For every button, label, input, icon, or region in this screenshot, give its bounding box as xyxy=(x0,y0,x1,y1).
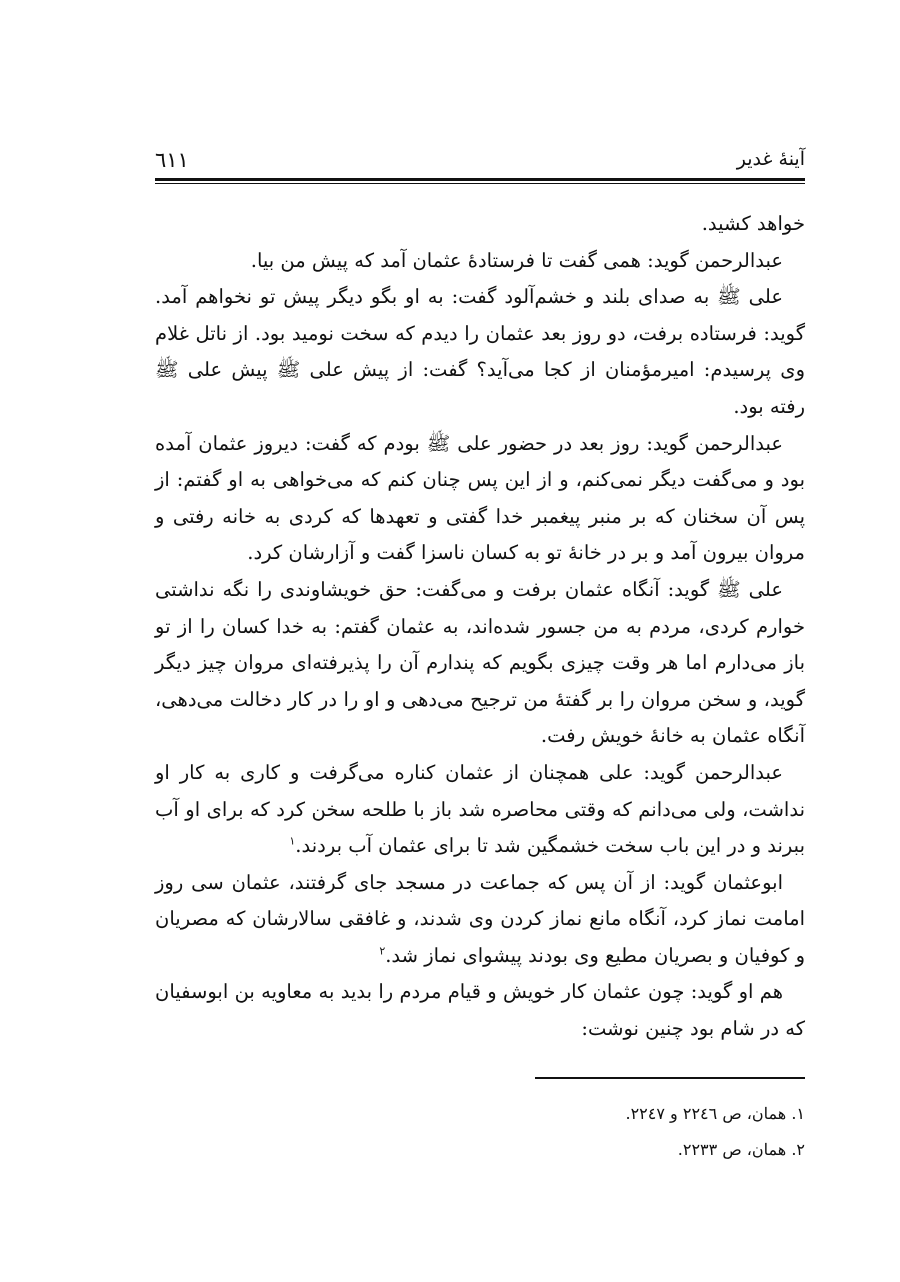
paragraph-text: عبدالرحمن گوید: روز بعد در حضور علی ﷺ بودم که گفت: دیروز عثمان آمده بود و می‌گفت دیگر نمی‌کنم، و از این پس چنان کنم که می‌خواهی به او گفتم: از پس آن سخنان که بر منبر پیغمبر خدا گفتی و تعهدها که کردی به خانه رفتی و مروان بیرون آمد و بر در خانهٔ تو به کسان ناسزا گفت و آزارشان کرد. xyxy=(155,431,805,565)
body-text xyxy=(155,206,805,1041)
footnote: ٢. همان، ص ٢٢٣٣. xyxy=(677,1140,805,1159)
page-header xyxy=(155,148,805,176)
page-number: ٦١١ xyxy=(155,148,189,172)
header-rule-thin xyxy=(155,183,805,184)
paragraph xyxy=(155,243,805,280)
paragraph-text: عبدالرحمن گوید: علی همچنان از عثمان کناره می‌گرفت و کاری به کار او نداشت، ولی می‌دانم که وقتی محاصره شد باز با طلحه سخن کرد که برای او آب ببرند و در این باب سخت خشمگین شد تا برای عثمان آب بردند. xyxy=(155,760,805,858)
paragraph-text: خواهد کشید. xyxy=(701,212,805,235)
paragraph-text: ابوعثمان گوید: از آن پس که جماعت در مسجد جای گرفتند، عثمان سی روز امامت نماز کرد، آنگاه مانع نماز کردن وی شدند، و غافقی سالارشان که مصریان و کوفیان و بصریان مطیع وی بودند پیشوای نماز شد. xyxy=(155,870,805,967)
header-rule-thick xyxy=(155,178,805,181)
paragraph-text: هم او گوید: چون عثمان کار خویش و قیام مردم را بدید به معاویه بن ابوسفیان که در شام بود چنین نوشت: xyxy=(155,980,805,1041)
footnote: ١. همان، ص ٢٢٤٦ و ٢٢٤٧. xyxy=(625,1104,805,1123)
paragraph-text: علی ﷺ به صدای بلند و خشم‌آلود گفت: به او بگو دیگر پیش تو نخواهم آمد. گوید: فرستاده برفت، دو روز بعد عثمان را دیدم که سخت نومید بود. از ناتل غلام وی پرسیدم: امیرمؤمنان از کجا می‌آید؟ گفت: از پیش علی ﷺ پیش علی ﷺ رفته بود. xyxy=(155,285,805,418)
paragraph xyxy=(155,426,805,572)
footnotes xyxy=(155,1096,805,1168)
footnote-ref[interactable]: ١ xyxy=(289,834,296,848)
paragraph-text: علی ﷺ گوید: آنگاه عثمان برفت و می‌گفت: حق خویشاوندی را نگه نداشتی خوارم کردی، مردم به من جسور شده‌اند، به عثمان گفتم: به خدا کسان را از تو باز می‌دارم اما هر وقت چیزی بگویم که پندارم آن را پذیرفته‌ای مروان چیز دیگر گوید، و سخن مروان را بر گفتهٔ من ترجیح می‌دهی و او را در کار دخالت می‌دهی، آنگاه عثمان به خانهٔ خویش رفت. xyxy=(155,577,805,748)
paragraph xyxy=(155,572,805,755)
footnote-separator xyxy=(535,1077,805,1079)
paragraph xyxy=(155,279,805,425)
paragraph xyxy=(155,755,805,865)
footnote-ref[interactable]: ٢ xyxy=(379,944,386,958)
paragraph xyxy=(155,974,805,1047)
paragraph xyxy=(155,865,805,975)
paragraph xyxy=(155,206,805,243)
running-title: آینهٔ غدیر xyxy=(736,148,805,170)
paragraph-text: عبدالرحمن گوید: همی گفت تا فرستادهٔ عثمان آمد که پیش من بیا. xyxy=(250,248,783,272)
